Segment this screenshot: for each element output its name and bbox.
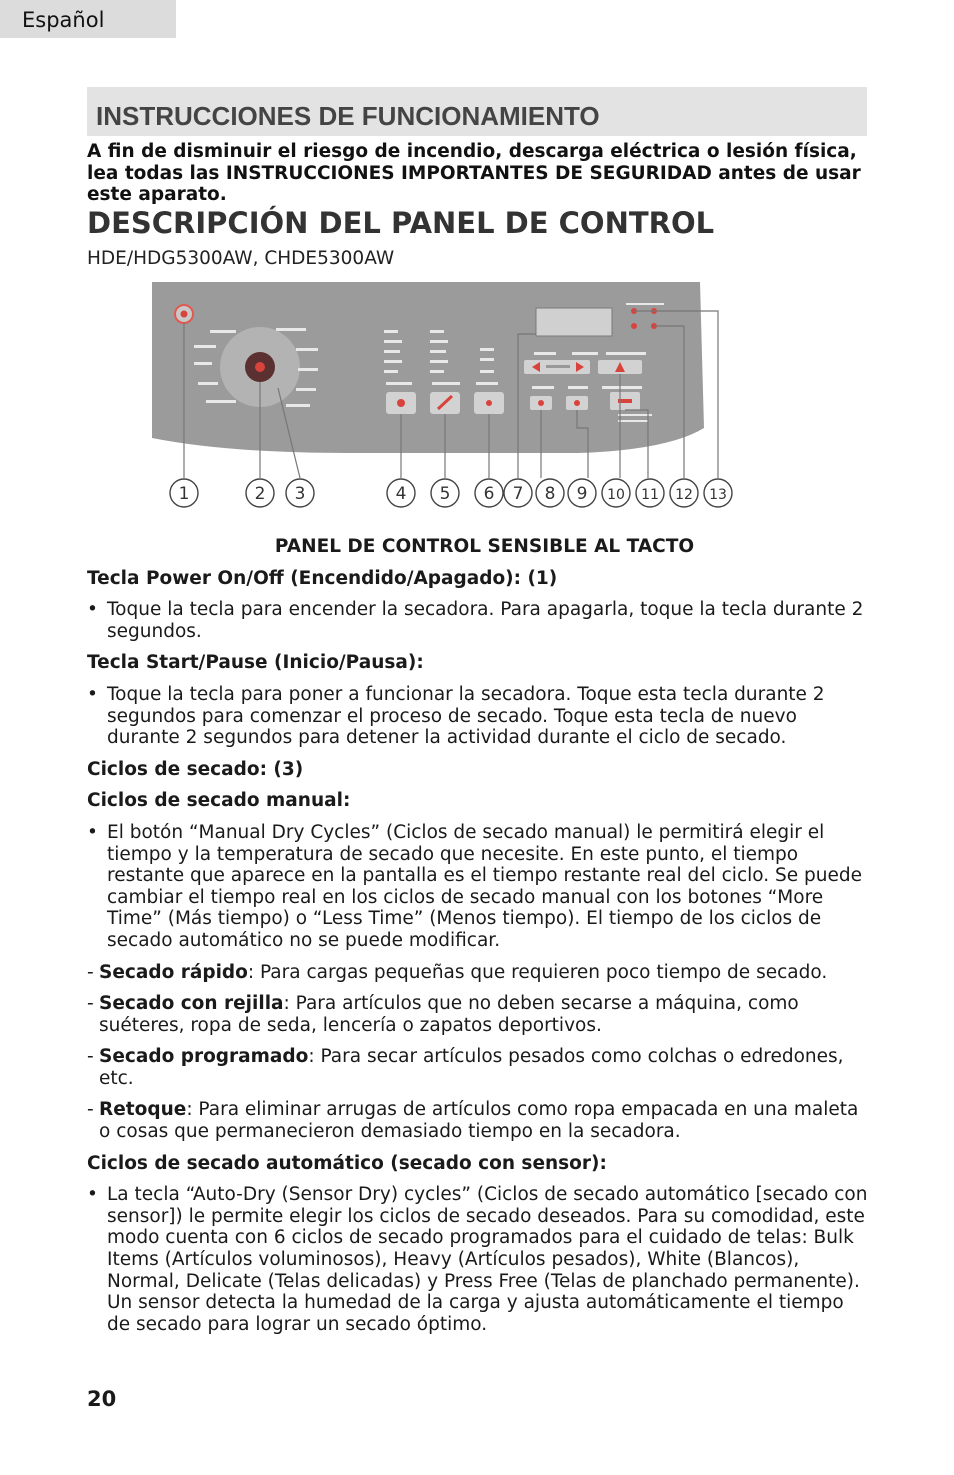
instructions-body (87, 536, 872, 1345)
callout-label-5: 5 (439, 484, 451, 504)
callout-label-3: 3 (294, 484, 306, 504)
power-heading: Tecla Power On/Off (Encendido/Apagado): (1) (87, 567, 558, 589)
section-title: INSTRUCCIONES DE FUNCIONAMIENTO (87, 87, 867, 136)
list-item: • Toque la tecla para poner a funcionar la secadora. Toque esta tecla durante 2 segundos para comenzar el proceso de secado. Toque esta tecla de nuevo durante 2 segundos para detener la actividad durante el ciclo de secado. (87, 684, 872, 749)
list-item: • El botón “Manual Dry Cycles” (Ciclos de secado manual) le permitirá elegir el tiempo y la temperatura de secado que necesite. En este punto, el tiempo restante que aparece en la pantalla es el tiempo restante real del ciclo. Se puede cambiar el tiempo real en los ciclos de secado manual con los botones “More Time” (Más tiempo) o “Less Time” (Menos tiempo). El tiempo de los ciclos de secado automático no se puede modificar. (87, 822, 872, 952)
power-text: Toque la tecla para encender la secadora. Para apagarla, toque la tecla durante 2 segundos. (107, 599, 864, 642)
cycle-desc: : Para artículos que no deben secarse a máquina, como suéteres, ropa de seda, lencería o zapatos deportivos. (99, 993, 799, 1036)
callout-label-8: 8 (544, 484, 556, 504)
page-number: 20 (87, 1387, 117, 1411)
auto-heading: Ciclos de secado automático (secado con sensor): (87, 1152, 607, 1174)
start-pause-text: Toque la tecla para poner a funcionar la secadora. Toque esta tecla durante 2 segundos para comenzar el proceso de secado. Toque esta tecla de nuevo durante 2 segundos para detener la actividad durante el ciclo de secado. (107, 683, 825, 749)
control-panel-diagram (148, 278, 738, 518)
callout-label-11: 11 (641, 487, 659, 503)
cycle-term: Secado con rejilla (99, 993, 284, 1015)
cycle-desc: : Para eliminar arrugas de artículos como ropa empacada en una maleta o cosas que permanecieron demasiado tiempo en la secadora. (99, 1099, 859, 1143)
manual-text: El botón “Manual Dry Cycles” (Ciclos de secado manual) le permitirá elegir el tiempo y la temperatura de secado que necesite. En este punto, el tiempo restante que aparece en la pantalla es el tiempo restante real del ciclo. Se puede cambiar el tiempo real en los ciclos de secado manual con los botones “More Time” (Más tiempo) o “Less Time” (Menos tiempo). El tiempo de los ciclos de secado automático no se puede modificar. (107, 821, 862, 951)
cycle-desc: : Para secar artículos pesados como colchas o edredones, etc. (99, 1046, 844, 1089)
list-item: - Secado con rejilla: Para artículos que no deben secarse a máquina, como suéteres, ropa de seda, lencería o zapatos deportivos. (87, 993, 799, 1036)
touch-panel-heading: PANEL DE CONTROL SENSIBLE AL TACTO (274, 536, 695, 557)
callout-label-9: 9 (576, 484, 588, 504)
list-item: • La tecla “Auto-Dry (Sensor Dry) cycles” (Ciclos de secado automático [secado con sensor]) le permite elegir los ciclos de secado deseados. Para su comodidad, este modo cuenta con 6 ciclos de secado programados para el cuidado de telas: Bulk Items (Artículos voluminosos), Heavy (Artículos pesados), White (Blancos), Normal, Delicate (Telas delicadas) y Press Free (Telas de planchado permanente). Un sensor detecta la humedad de la carga y ajusta automáticamente el tiempo de secado para lograr un secado óptimo. (87, 1184, 872, 1335)
safety-warning: A fin de disminuir el riesgo de incendio, descarga eléctrica o lesión física, lea todas las INSTRUCCIONES IMPORTANTES DE SEGURIDAD antes de usar este aparato. (87, 141, 861, 205)
list-item: - Secado programado: Para secar artículos pesados como colchas o edredones, etc. (87, 1046, 844, 1089)
model-numbers: HDE/HDG5300AW, CHDE5300AW (87, 248, 395, 269)
cycle-term: Retoque (99, 1099, 187, 1121)
callout-label-2: 2 (254, 484, 266, 504)
cycle-term: Secado programado (99, 1046, 309, 1068)
panel-description-title: DESCRIPCIÓN DEL PANEL DE CONTROL (87, 206, 715, 240)
list-item: • Toque la tecla para encender la secadora. Para apagarla, toque la tecla durante 2 segundos. (87, 599, 872, 642)
start-pause-heading: Tecla Start/Pause (Inicio/Pausa): (87, 652, 424, 674)
callout-label-13: 13 (709, 487, 727, 503)
callout-label-6: 6 (483, 484, 495, 504)
manual-heading: Ciclos de secado manual: (87, 790, 351, 812)
callout-label-10: 10 (607, 487, 625, 503)
language-tab: Español (0, 0, 176, 38)
callout-label-4: 4 (395, 484, 407, 504)
cycle-term: Secado rápido (99, 961, 248, 983)
list-item: - Retoque: Para eliminar arrugas de artículos como ropa empacada en una maleta o cosas que permanecieron demasiado tiempo en la secadora. (87, 1099, 859, 1143)
callout-label-12: 12 (675, 487, 693, 503)
list-item: - Secado rápido: Para cargas pequeñas que requieren poco tiempo de secado. (87, 961, 828, 983)
auto-text: La tecla “Auto-Dry (Sensor Dry) cycles” (Ciclos de secado automático [secado con sensor]) le permite elegir los ciclos de secado deseados. Para su comodidad, este modo cuenta con 6 ciclos de secado programados para el cuidado de telas: Bulk Items (Artículos voluminosos), Heavy (Artículos pesados), White (Blancos), Normal, Delicate (Telas delicadas) y Press Free (Telas de planchado permanente). Un sensor detecta la humedad de la carga y ajusta automáticamente el tiempo de secado para lograr un secado óptimo. (107, 1184, 868, 1335)
display-window (536, 308, 612, 336)
cycles-heading: Ciclos de secado: (3) (87, 758, 304, 780)
callout-label-1: 1 (178, 484, 190, 504)
cycle-desc: : Para cargas pequeñas que requieren poco tiempo de secado. (247, 961, 828, 983)
callout-label-7: 7 (512, 484, 524, 504)
